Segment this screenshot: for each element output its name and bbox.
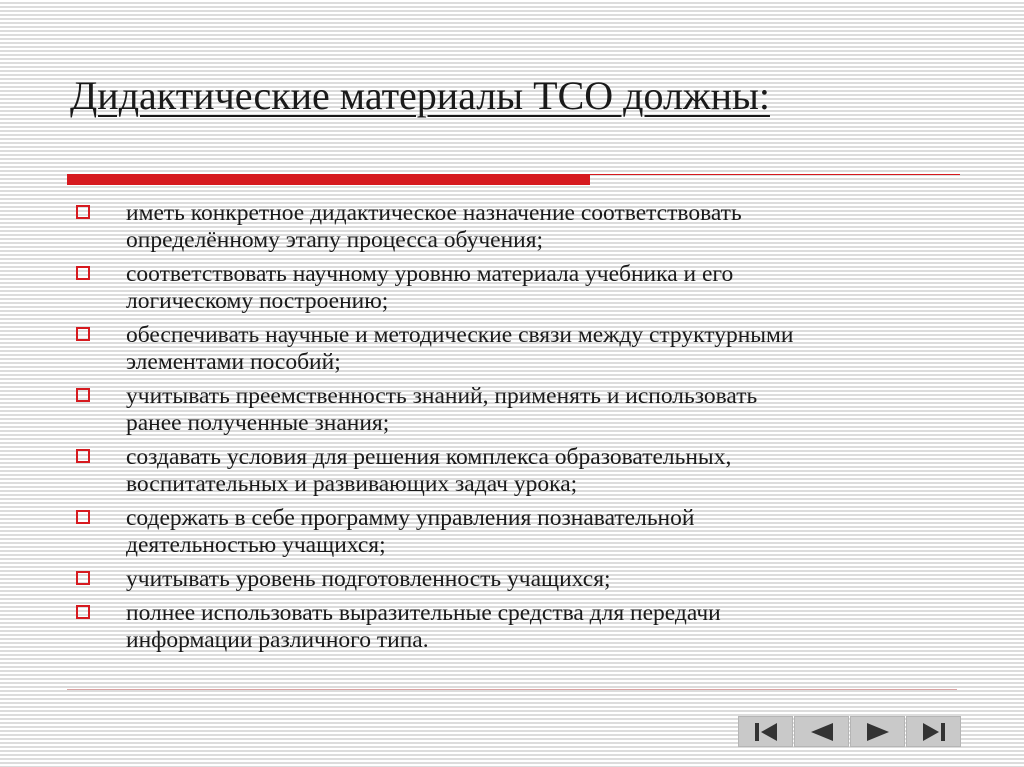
- bullet-line: содержать в себе программу управления познавательной: [126, 505, 695, 531]
- bullet-line: деятельностью учащихся;: [126, 532, 386, 558]
- square-bullet-icon: [76, 388, 90, 402]
- first-slide-button[interactable]: [738, 716, 793, 747]
- bullet-list: [76, 200, 976, 654]
- bullet-line: полнее использовать выразительные средства для передачи: [126, 600, 721, 626]
- slide-navigation: [738, 716, 961, 747]
- next-slide-icon: [865, 721, 891, 743]
- slide-title: Дидактические материалы ТСО должны:: [70, 73, 770, 118]
- square-bullet-icon: [76, 571, 90, 585]
- square-bullet-icon: [76, 205, 90, 219]
- previous-slide-button[interactable]: [794, 716, 849, 747]
- bullet-item: [76, 383, 976, 437]
- bullet-line: создавать условия для решения комплекса образовательных,: [126, 444, 732, 470]
- bullet-line: учитывать преемственность знаний, применять и использовать: [126, 383, 758, 409]
- last-slide-icon: [921, 721, 947, 743]
- bullet-line: определённому этапу процесса обучения;: [126, 227, 544, 253]
- next-slide-button[interactable]: [850, 716, 905, 747]
- bullet-item: [76, 600, 976, 654]
- previous-slide-icon: [809, 721, 835, 743]
- bullet-item: [76, 322, 976, 376]
- bullet-line: иметь конкретное дидактическое назначение соответствовать: [126, 200, 742, 226]
- bullet-line: информации различного типа.: [126, 627, 429, 653]
- square-bullet-icon: [76, 605, 90, 619]
- bullet-line: соответствовать научному уровню материала учебника и его: [126, 261, 734, 287]
- first-slide-icon: [753, 721, 779, 743]
- bullet-line: элементами пособий;: [126, 349, 341, 375]
- square-bullet-icon: [76, 266, 90, 280]
- bullet-item: [76, 505, 976, 559]
- last-slide-button[interactable]: [906, 716, 961, 747]
- bullet-line: логическому построению;: [126, 288, 389, 314]
- bullet-line: воспитательных и развивающих задач урока;: [126, 471, 578, 497]
- square-bullet-icon: [76, 449, 90, 463]
- title-underline-line: [590, 174, 960, 175]
- bullet-line: учитывать уровень подготовленность учащихся;: [126, 566, 611, 592]
- bullet-line: обеспечивать научные и методические связи между структурными: [126, 322, 794, 348]
- bullet-item: [76, 566, 976, 593]
- bullet-line: ранее полученные знания;: [126, 410, 390, 436]
- square-bullet-icon: [76, 327, 90, 341]
- title-underline-bar: [67, 174, 590, 185]
- bullet-item: [76, 200, 976, 254]
- bullet-item: [76, 444, 976, 498]
- footer-divider: [67, 689, 957, 690]
- square-bullet-icon: [76, 510, 90, 524]
- bullet-item: [76, 261, 976, 315]
